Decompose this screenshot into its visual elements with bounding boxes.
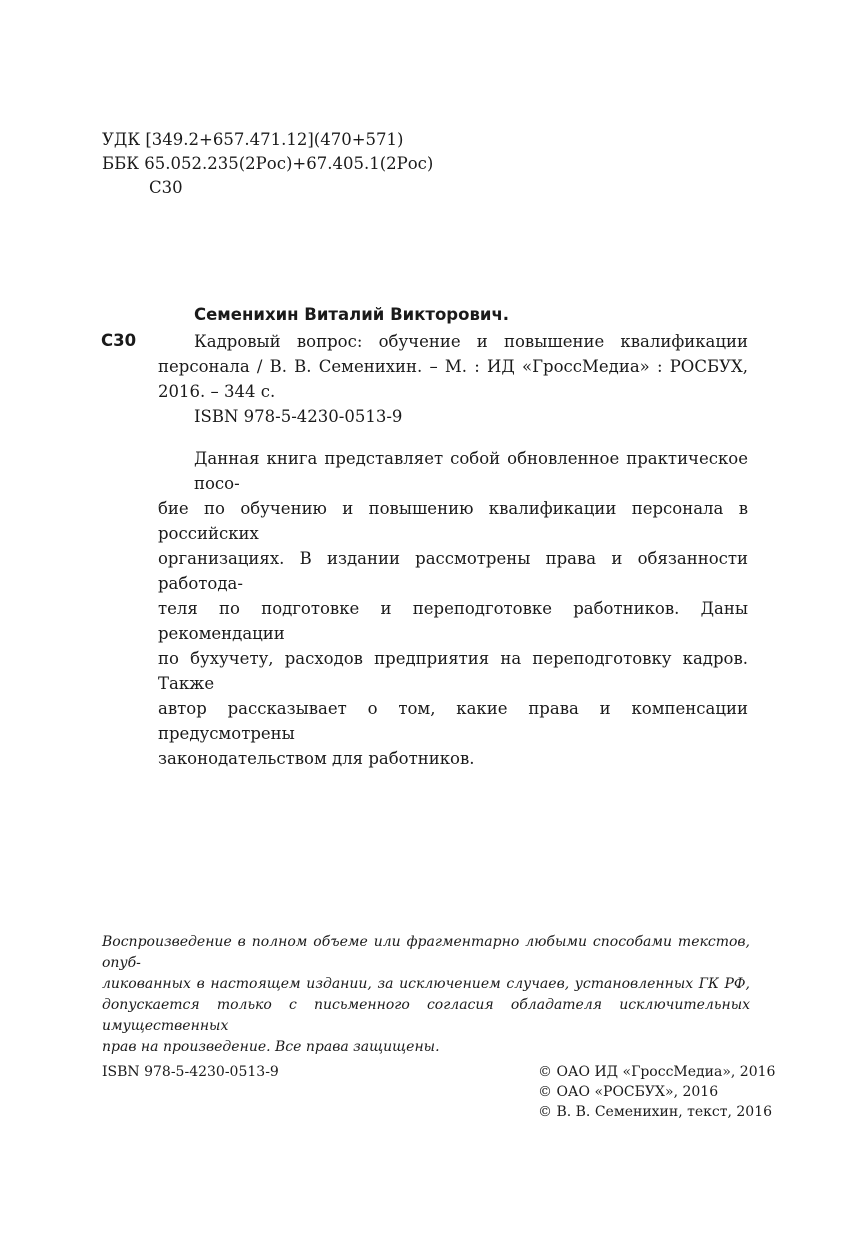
footer-isbn: ISBN 978-5-4230-0513-9 — [102, 1064, 279, 1080]
classification-block — [102, 128, 433, 200]
footer-copyrights — [538, 1062, 775, 1122]
notice-line: ликованных в настоящем издании, за исключением случаев, установленных ГК РФ, — [102, 976, 750, 992]
record-line: Кадровый вопрос: обучение и повышение квалификации — [194, 332, 748, 351]
author-mark: С30 — [149, 178, 183, 197]
udk-index: УДК [349.2+657.471.12](470+571) — [102, 130, 404, 149]
record-line: персонала / В. В. Семенихин. – М. : ИД «ГроссМедиа» : РОСБУХ, — [158, 357, 748, 376]
annotation-line: по бухучету, расходов предприятия на переподготовку кадров. Также — [158, 649, 748, 693]
record-author-heading: Семенихин Виталий Викторович. — [194, 305, 510, 324]
bibliographic-record — [158, 329, 748, 429]
annotation-line: законодательством для работников. — [158, 749, 475, 768]
annotation-line: автор рассказывает о том, какие права и компенсации предусмотрены — [158, 699, 748, 743]
annotation-line: бие по обучению и повышению квалификации персонала в российских — [158, 499, 748, 543]
record-author-code: С30 — [101, 331, 137, 350]
record-isbn: ISBN 978-5-4230-0513-9 — [194, 407, 403, 426]
record-line: 2016. – 344 с. — [158, 382, 276, 401]
annotation-line: Данная книга представляет собой обновленное практическое посо- — [194, 449, 748, 493]
copyright-line: © В. В. Семенихин, текст, 2016 — [538, 1104, 773, 1120]
annotation — [158, 446, 748, 771]
annotation-line: организациях. В издании рассмотрены права и обязанности работода- — [158, 549, 748, 593]
annotation-line: теля по подготовке и переподготовке работников. Даны рекомендации — [158, 599, 748, 643]
notice-line: Воспроизведение в полном объеме или фрагментарно любыми способами текстов, опуб- — [102, 934, 750, 971]
copyright-line: © ОАО ИД «ГроссМедиа», 2016 — [538, 1064, 776, 1080]
copyright-line: © ОАО «РОСБУХ», 2016 — [538, 1084, 719, 1100]
notice-line: допускается только с письменного согласия обладателя исключительных имущественных — [102, 997, 750, 1034]
notice-line: прав на произведение. Все права защищены. — [102, 1039, 440, 1055]
bbk-index: ББК 65.052.235(2Рос)+67.405.1(2Рос) — [102, 154, 434, 173]
copyright-notice — [102, 932, 750, 1058]
